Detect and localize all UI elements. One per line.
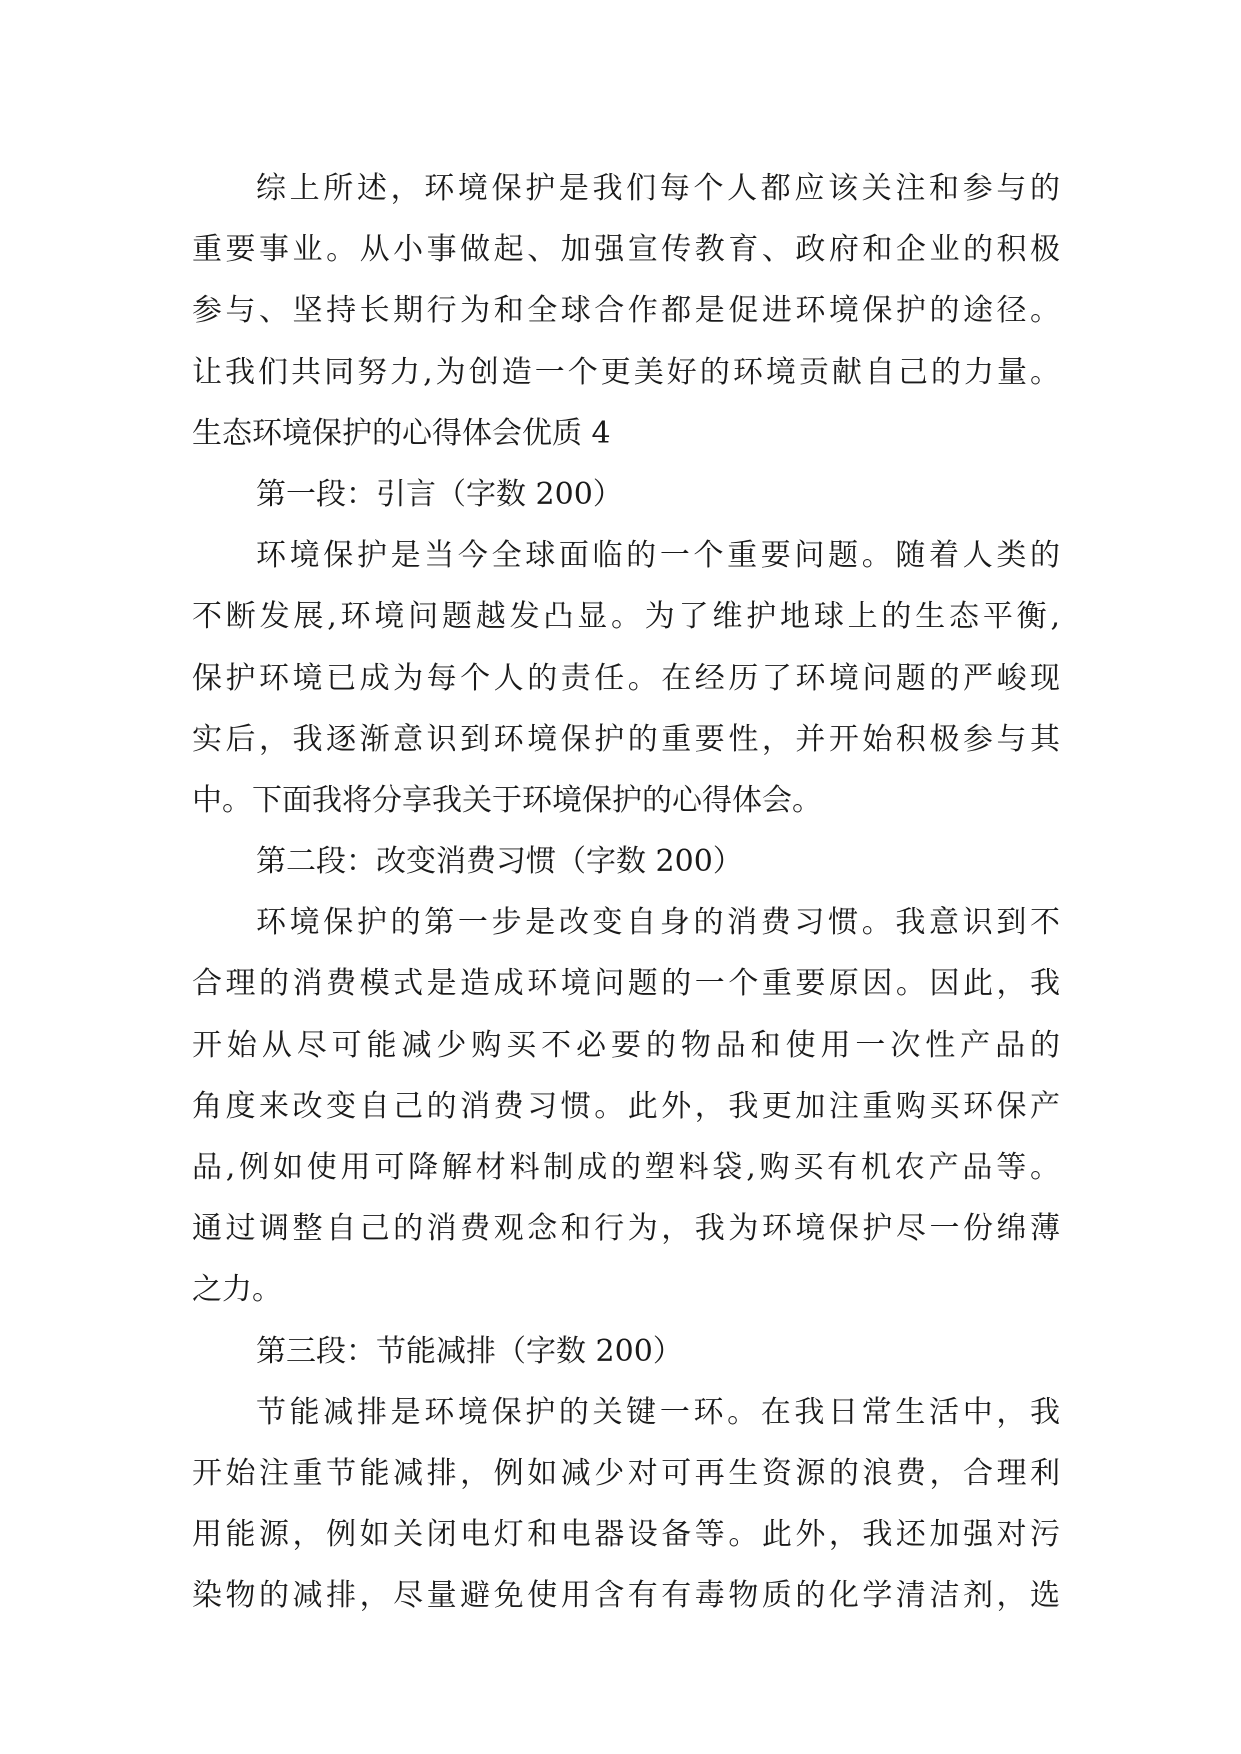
- text-line: 品,例如使用可降解材料制成的塑料袋,购买有机农产品等。: [192, 1150, 1060, 1185]
- text-line: 开始从尽可能减少购买不必要的物品和使用一次性产品的: [192, 1027, 1060, 1063]
- section-title: 生态环境保护的心得体会优质 4: [192, 415, 611, 451]
- text-line: 节能减排是环境保护的关键一环。在我日常生活中，我: [256, 1394, 1060, 1430]
- text-line: 让我们共同努力,为创造一个更美好的环境贡献自己的力量。: [192, 354, 1060, 390]
- text-line: 通过调整自己的消费观念和行为，我为环境保护尽一份绵薄: [192, 1211, 1060, 1247]
- text-line: 保护环境已成为每个人的责任。在经历了环境问题的严峻现: [192, 660, 1060, 696]
- text-line: 之力。: [192, 1272, 282, 1308]
- text-line: 角度来改变自己的消费习惯。此外，我更加注重购买环保产: [192, 1088, 1060, 1124]
- document-body: [192, 158, 1060, 1627]
- paragraph-heading: 第三段：节能减排（字数 200）: [256, 1333, 683, 1369]
- text-line: 参与、坚持长期行为和全球合作都是促进环境保护的途径。: [192, 293, 1060, 329]
- text-line: 合理的消费模式是造成环境问题的一个重要原因。因此，我: [192, 966, 1060, 1002]
- text-line: 环境保护是当今全球面临的一个重要问题。随着人类的: [256, 538, 1060, 574]
- text-line: 重要事业。从小事做起、加强宣传教育、政府和企业的积极: [192, 232, 1060, 268]
- text-line: 用能源，例如关闭电灯和电器设备等。此外，我还加强对污: [192, 1517, 1060, 1553]
- text-line: 环境保护的第一步是改变自身的消费习惯。我意识到不: [256, 905, 1060, 941]
- text-line: 实后，我逐渐意识到环境保护的重要性，并开始积极参与其: [192, 721, 1060, 757]
- paragraph-heading: 第一段：引言（字数 200）: [256, 476, 623, 512]
- text-line: 开始注重节能减排，例如减少对可再生资源的浪费，合理利: [192, 1455, 1060, 1491]
- text-line: 染物的减排，尽量避免使用含有有毒物质的化学清洁剂，选: [192, 1578, 1060, 1614]
- text-line: 不断发展,环境问题越发凸显。为了维护地球上的生态平衡,: [192, 599, 1060, 635]
- text-line: 中。下面我将分享我关于环境保护的心得体会。: [192, 782, 822, 818]
- paragraph-heading: 第二段：改变消费习惯（字数 200）: [256, 844, 743, 880]
- text-line: 综上所述，环境保护是我们每个人都应该关注和参与的: [256, 171, 1060, 206]
